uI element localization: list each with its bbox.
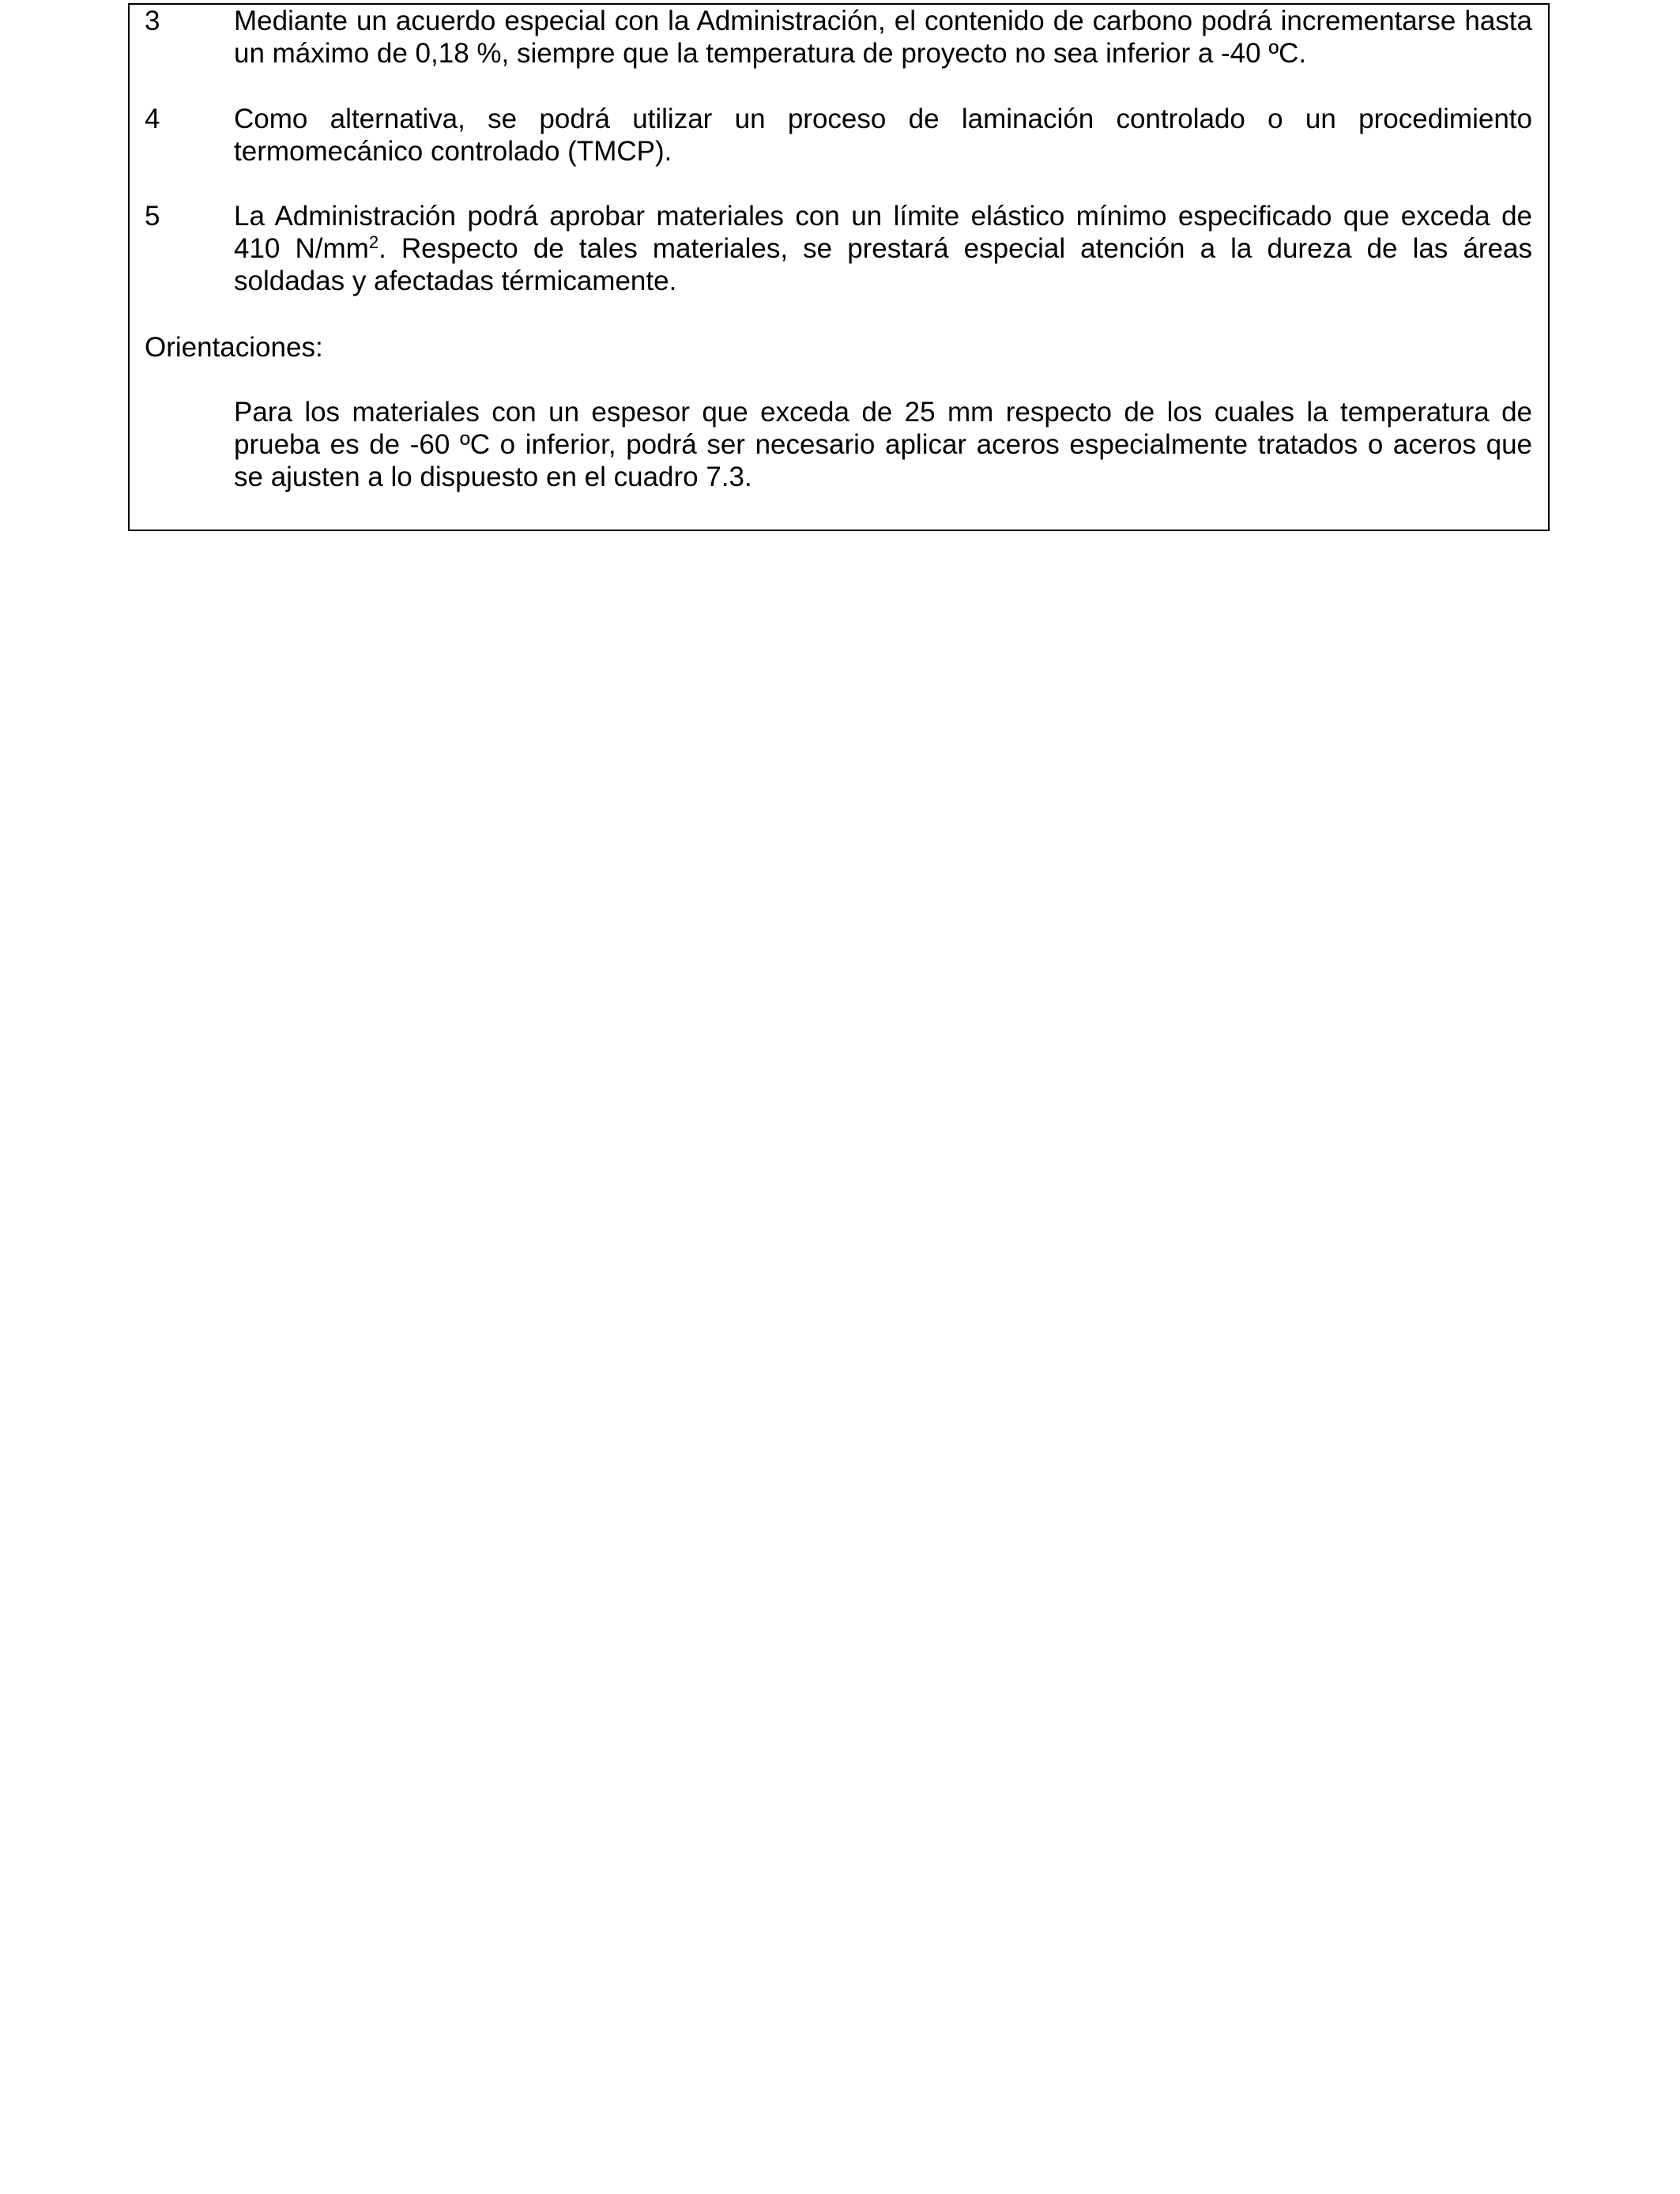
note-number: 3 <box>145 6 160 36</box>
note-text-part: La Administración podrá aprobar materiales con un límite elástico mínimo especificado que exceda de 410 N/mm <box>234 201 1532 264</box>
note-text: Como alternativa, se podrá utilizar un proceso de laminación controlado o un procedimiento termomecánico controlado (TMCP). <box>234 104 1532 167</box>
guidance-heading: Orientaciones: <box>145 332 323 363</box>
note-text: Mediante un acuerdo especial con la Administración, el contenido de carbono podrá incrementarse hasta un máximo de 0,18 %, siempre que la temperatura de proyecto no sea inferior a -40 ºC. <box>234 6 1532 69</box>
note-number: 5 <box>145 201 160 232</box>
note-number: 4 <box>145 104 160 134</box>
note-3 <box>145 5 1532 70</box>
superscript: 2 <box>368 232 379 252</box>
guidance-text: Para los materiales con un espesor que exceda de 25 mm respecto de los cuales la temperatura de prueba es de -60 ºC o inferior, podrá ser necesario aplicar aceros especialmente tratados o aceros que se ajusten a lo dispuesto en el cuadro 7.3. <box>234 397 1532 492</box>
note-text <box>234 200 1532 297</box>
note-text-part: . Respecto de tales materiales, se prestará especial atención a la dureza de las áreas soldadas y afectadas térmicamente. <box>234 233 1532 296</box>
note-4 <box>145 103 1532 168</box>
note-5 <box>145 200 1532 297</box>
